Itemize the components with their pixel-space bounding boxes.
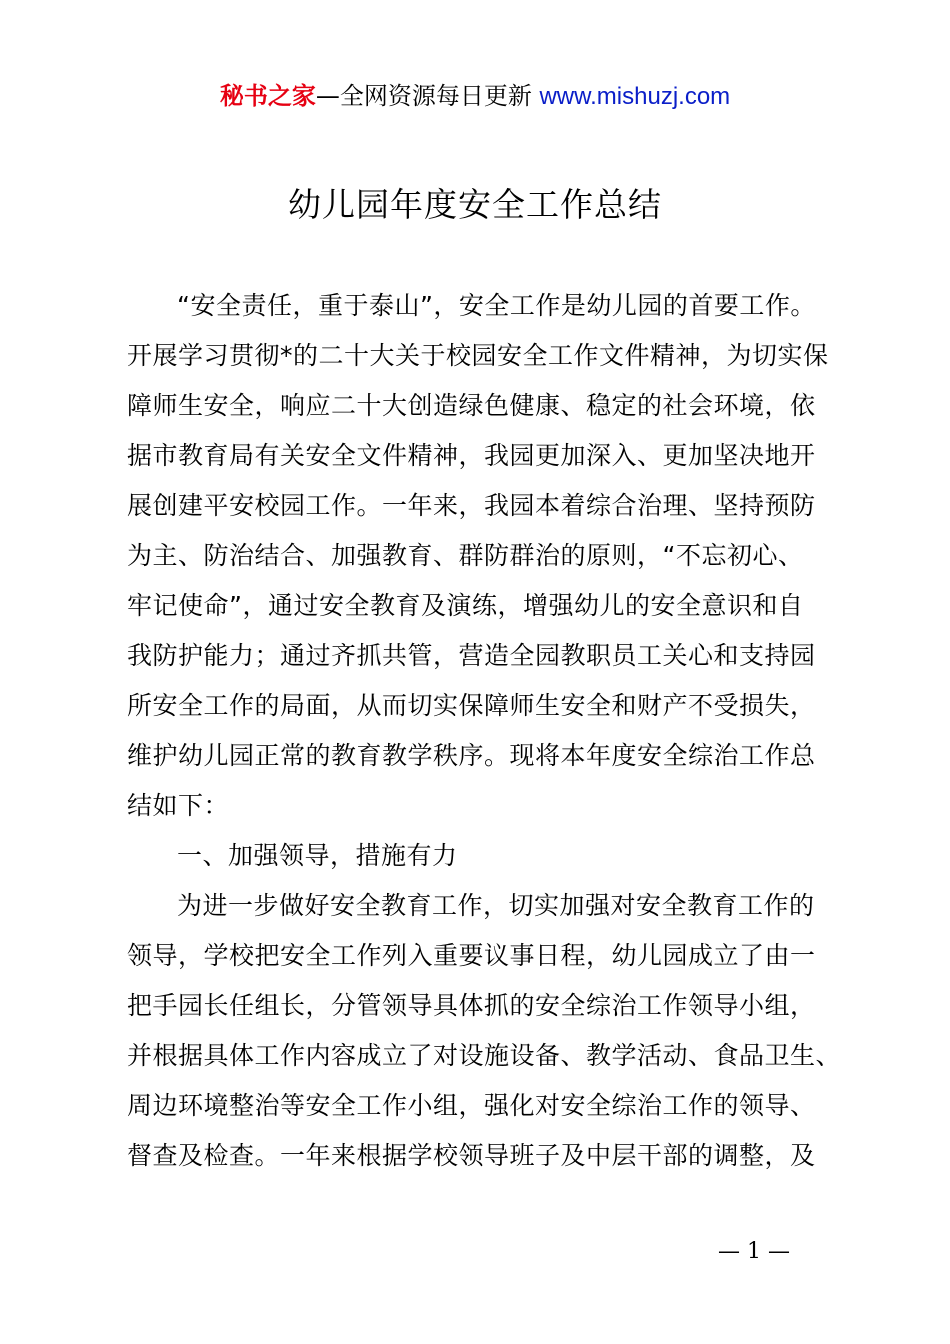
document-body: [127, 281, 842, 1181]
paragraph-line: 督查及检查。一年来根据学校领导班子及中层干部的调整，及: [127, 1141, 816, 1170]
paragraph-line: 为进一步做好安全教育工作，切实加强对安全教育工作的: [177, 891, 815, 920]
paragraph-line: 据市教育局有关安全文件精神，我园更加深入、更加坚决地开: [127, 441, 816, 470]
page-number: — 1 —: [718, 1239, 790, 1264]
paragraph-line: 所安全工作的局面，从而切实保障师生安全和财产不受损失，: [127, 691, 816, 720]
header-slogan: —全网资源每日更新: [315, 82, 540, 110]
paragraph-line: 我防护能力；通过齐抓共管，营造全园教职员工关心和支持园: [127, 641, 816, 670]
paragraph-line: 领导，学校把安全工作列入重要议事日程，幼儿园成立了由一: [127, 941, 816, 970]
paragraph-line: “安全责任，重于泰山”，安全工作是幼儿园的首要工作。: [177, 291, 816, 320]
paragraph-line: 障师生安全，响应二十大创造绿色健康、稳定的社会环境，依: [127, 391, 816, 420]
paragraph-line: 周边环境整治等安全工作小组，强化对安全综治工作的领导、: [127, 1091, 816, 1120]
site-url-link[interactable]: www.mishuzj.com: [539, 83, 731, 110]
site-header: [0, 78, 950, 115]
document-title: 幼儿园年度安全工作总结: [288, 185, 662, 224]
paragraph-line: 开展学习贯彻*的二十大关于校园安全工作文件精神，为切实保: [127, 341, 829, 370]
section-heading: 一、加强领导，措施有力: [177, 841, 458, 870]
paragraph-line: 为主、防治结合、加强教育、群防群治的原则，“不忘初心、: [127, 541, 804, 570]
brand-name: 秘书之家: [219, 82, 316, 110]
paragraph-line: 展创建平安校园工作。一年来，我园本着综合治理、坚持预防: [127, 491, 816, 520]
paragraph-line: 把手园长任组长，分管领导具体抓的安全综治工作领导小组，: [127, 991, 816, 1020]
paragraph-line: 并根据具体工作内容成立了对设施设备、教学活动、食品卫生、: [127, 1041, 842, 1070]
paragraph-line: 牢记使命”，通过安全教育及演练，增强幼儿的安全意识和自: [127, 591, 804, 620]
paragraph-line: 结如下：: [127, 791, 230, 820]
paragraph-line: 维护幼儿园正常的教育教学秩序。现将本年度安全综治工作总: [127, 741, 816, 770]
